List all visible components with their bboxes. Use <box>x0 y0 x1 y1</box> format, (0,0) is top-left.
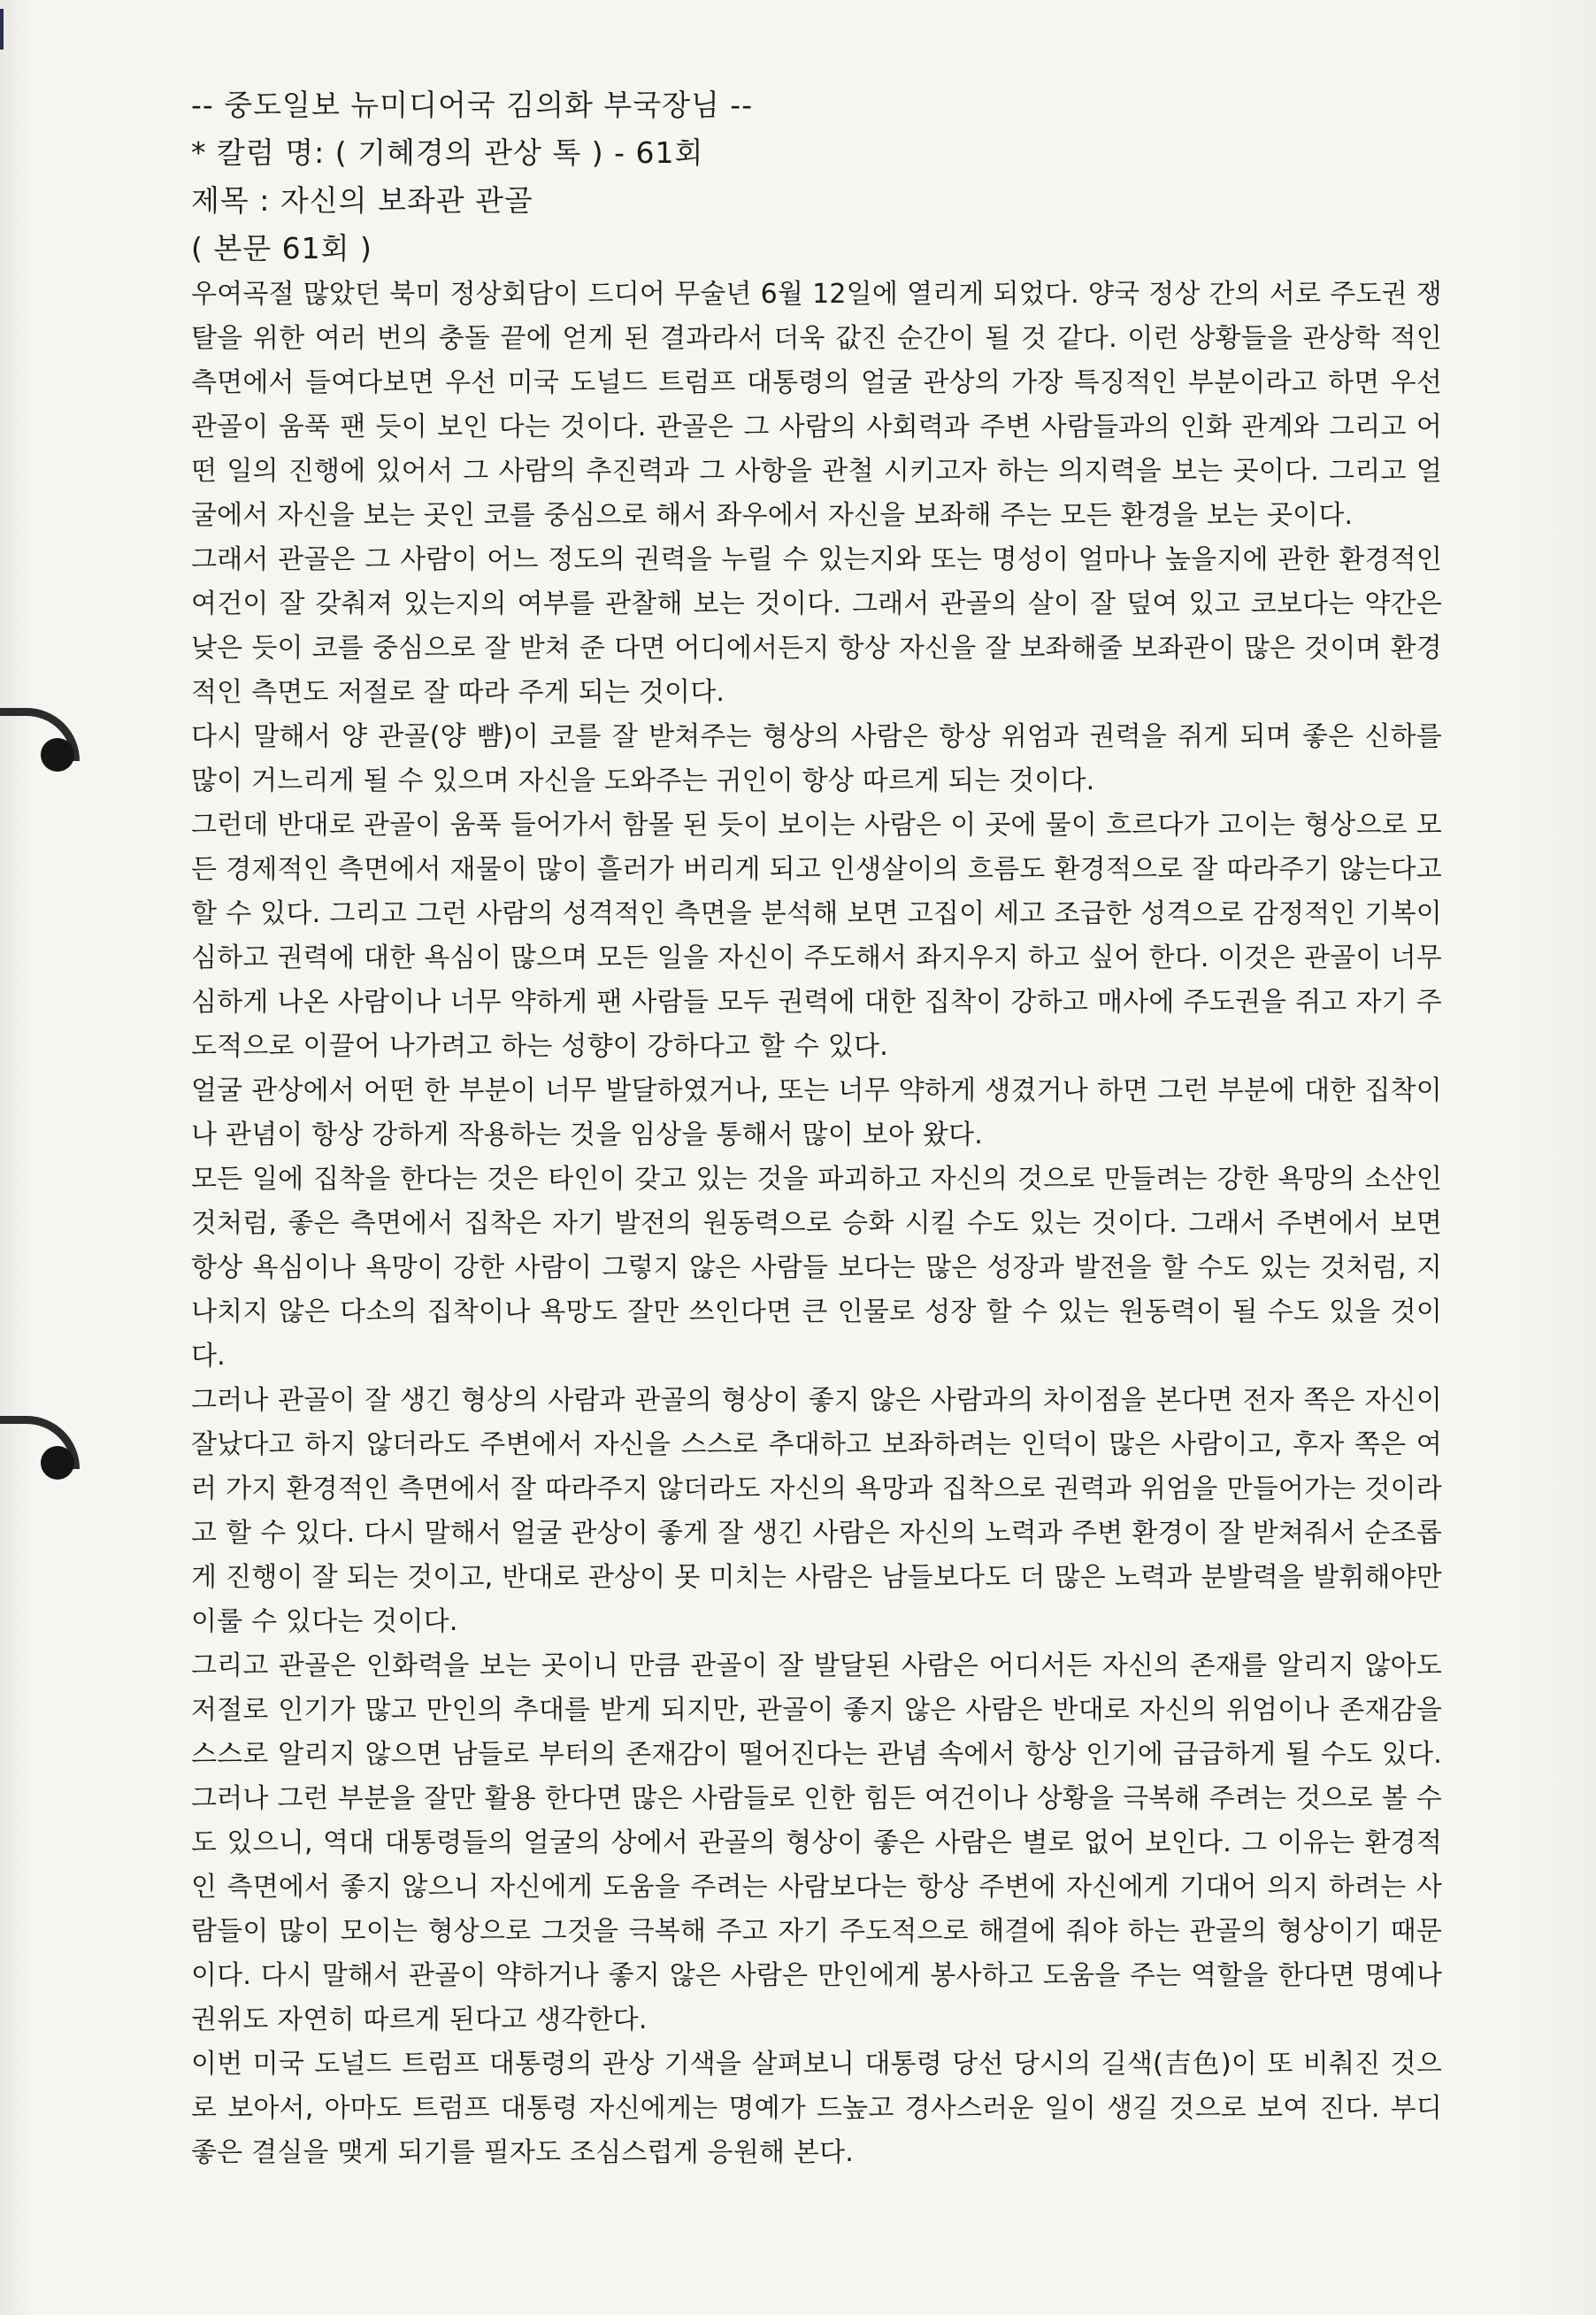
body-paragraph: 다시 말해서 양 관골(양 뺨)이 코를 잘 받쳐주는 형상의 사람은 항상 위엄과 권력을 쥐게 되며 좋은 신하를 많이 거느리게 될 수 있으며 자신을 도와주는 귀인이 항상 따르게 되는 것이다. <box>191 721 1442 796</box>
reporter-line: -- 중도일보 뉴미디어국 김의화 부국장님 -- <box>191 88 754 122</box>
punch-hole <box>41 1446 74 1480</box>
column-name-line: * 칼럼 명: ( 기혜경의 관상 톡 ) - 61회 <box>191 135 704 170</box>
body-paragraph: 모든 일에 집착을 한다는 것은 타인이 갖고 있는 것을 파괴하고 자신의 것으로 만들려는 강한 욕망의 소산인 것처럼, 좋은 측면에서 집착은 자기 발전의 원동력으로 승화 시킬 수도 있는 것이다. 그래서 주변에서 보면 항상 욕심이나 욕망이 강한 사람이 그렇지 않은 사람들 보다는 많은 성장과 발전을 할 수도 있는 것처럼, 지나치지 않은 다소의 집착이나 욕망도 잘만 쓰인다면 큰 인물로 성장 할 수 있는 원동력이 될 수도 있을 것이다. <box>191 1164 1442 1372</box>
body-paragraph: 그런데 반대로 관골이 움푹 들어가서 함몰 된 듯이 보이는 사람은 이 곳에 물이 흐르다가 고이는 형상으로 모든 경제적인 측면에서 재물이 많이 흘러가 버리게 되고 인생살이의 흐름도 환경적으로 잘 따라주기 않는다고 할 수 있다. 그리고 그런 사람의 성격적인 측면을 분석해 보면 고집이 세고 조급한 성격으로 감정적인 기복이 심하고 권력에 대한 욕심이 많으며 모든 일을 자신이 주도해서 좌지우지 하고 싶어 한다. 이것은 관골이 너무 심하게 나온 사람이나 너무 약하게 팬 사람들 모두 권력에 대한 집착이 강하고 매사에 주도권을 쥐고 자기 주도적으로 이끌어 나가려고 하는 성향이 강하다고 할 수 있다. <box>191 810 1442 1062</box>
page-corner-mark <box>0 9 4 50</box>
document-content <box>191 81 1442 2175</box>
body-paragraph: 그래서 관골은 그 사람이 어느 정도의 권력을 누릴 수 있는지와 또는 명성이 얼마나 높을지에 관한 환경적인 여건이 잘 갖춰져 있는지의 여부를 관찰해 보는 것이다. 그래서 관골의 살이 잘 덮여 있고 코보다는 약간은 낮은 듯이 코를 중심으로 잘 받쳐 준 다면 어디에서든지 항상 자신을 잘 보좌해줄 보좌관이 많은 것이며 환경적인 측면도 저절로 잘 따라 주게 되는 것이다. <box>191 544 1442 708</box>
body-paragraph: 얼굴 관상에서 어떤 한 부분이 너무 발달하였거나, 또는 너무 약하게 생겼거나 하면 그런 부분에 대한 집착이나 관념이 항상 강하게 작용하는 것을 임상을 통해서 많이 보아 왔다. <box>191 1075 1442 1150</box>
punch-hole <box>41 738 74 772</box>
binder-ring-upper <box>0 708 88 770</box>
article-body <box>191 273 1442 2175</box>
body-paragraph: 우여곡절 많았던 북미 정상회담이 드디어 무술년 6월 12일에 열리게 되었다. 양국 정상 간의 서로 주도권 쟁탈을 위한 여러 번의 충돌 끝에 얻게 된 결과라서 더욱 값진 순간이 될 것 같다. 이런 상황들을 관상학 적인 측면에서 들여다보면 우선 미국 도널드 트럼프 대통령의 얼굴 관상의 가장 특징적인 부분이라고 하면 우선 관골이 움푹 팬 듯이 보인 다는 것이다. 관골은 그 사람의 사회력과 주변 사람들과의 인화 관계와 그리고 어떤 일의 진행에 있어서 그 사람의 추진력과 그 사항을 관철 시키고자 하는 의지력을 보는 곳이다. 그리고 얼굴에서 자신을 보는 곳인 코를 중심으로 해서 좌우에서 자신을 보좌해 주는 모든 환경을 보는 곳이다. <box>191 279 1442 531</box>
article-title: 제목 : 자신의 보좌관 관골 <box>191 183 533 218</box>
body-paragraph: 그리고 관골은 인화력을 보는 곳이니 만큼 관골이 잘 발달된 사람은 어디서든 자신의 존재를 알리지 않아도 저절로 인기가 많고 만인의 추대를 받게 되지만, 관골이 좋지 않은 사람은 반대로 자신의 위엄이나 존재감을 스스로 알리지 않으면 남들로 부터의 존재감이 떨어진다는 관념 속에서 항상 인기에 급급하게 될 수도 있다. 그러나 그런 부분을 잘만 활용 한다면 많은 사람들로 인한 힘든 여건이나 상황을 극복해 주려는 것으로 볼 수도 있으니, 역대 대통령들의 얼굴의 상에서 관골의 형상이 좋은 사람은 별로 없어 보인다. 그 이유는 환경적인 측면에서 좋지 않으니 자신에게 도움을 주려는 사람보다는 항상 주변에 자신에게 기대어 의지 하려는 사람들이 많이 모이는 형상으로 그것을 극복해 주고 자기 주도적으로 해결에 줘야 하는 관골의 형상이기 때문이다. 다시 말해서 관골이 약하거나 좋지 않은 사람은 만인에게 봉사하고 도움을 주는 역할을 한다면 명예나 권위도 자연히 따르게 된다고 생각한다. <box>191 1650 1442 2035</box>
episode-label: ( 본문 61회 ) <box>191 231 372 265</box>
body-paragraph: 이번 미국 도널드 트럼프 대통령의 관상 기색을 살펴보니 대통령 당선 당시의 길색(吉色)이 또 비춰진 것으로 보아서, 아마도 트럼프 대통령 자신에게는 명예가 드높고 경사스러운 일이 생길 것으로 보여 진다. 부디 좋은 결실을 맺게 되기를 필자도 조심스럽게 응원해 본다. <box>191 2049 1442 2168</box>
body-paragraph: 그러나 관골이 잘 생긴 형상의 사람과 관골의 형상이 좋지 않은 사람과의 차이점을 본다면 전자 쪽은 자신이 잘났다고 하지 않더라도 주변에서 자신을 스스로 추대하고 보좌하려는 인덕이 많은 사람이고, 후자 쪽은 여러 가지 환경적인 측면에서 잘 따라주지 않더라도 자신의 욕망과 집착으로 권력과 위엄을 만들어가는 것이라고 할 수 있다. 다시 말해서 얼굴 관상이 좋게 잘 생긴 사람은 자신의 노력과 주변 환경이 잘 받쳐줘서 순조롭게 진행이 잘 되는 것이고, 반대로 관상이 못 미치는 사람은 남들보다도 더 많은 노력과 분발력을 발휘해야만 이룰 수 있다는 것이다. <box>191 1385 1442 1637</box>
binder-ring-lower <box>0 1416 88 1478</box>
